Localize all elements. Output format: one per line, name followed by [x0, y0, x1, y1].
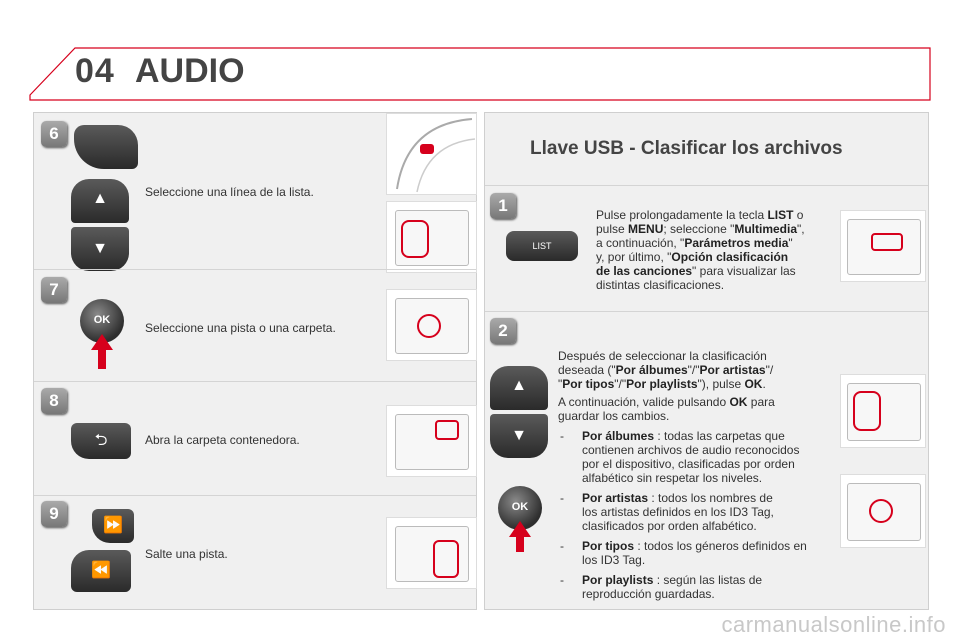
step-8-badge: 8 [41, 388, 67, 414]
list-button-label: LIST [532, 241, 552, 251]
usb-step-2-badge: 2 [490, 318, 516, 344]
press-arrow-icon [91, 334, 113, 350]
press-arrow-stem [516, 536, 524, 552]
usb-section-title: Llave USB - Clasificar los archivos [530, 138, 843, 159]
steering-wheel-icon [387, 114, 476, 194]
row-divider [485, 185, 928, 186]
step-6-badge: 6 [41, 121, 67, 147]
controls-thumbnail-scroll [840, 374, 926, 448]
list-thumbnail [840, 210, 926, 282]
list-item: - Por álbumes : todas las carpetas que contienen archivos de audio reconocidos por el dispositivo, clasificadas por orden alfabético sin respetar los niveles. [560, 429, 800, 485]
scroll-down-icon: ▼ [490, 414, 548, 458]
list-button-icon [506, 231, 578, 261]
back-button-icon: ⮌ [71, 423, 131, 459]
list-item: - Por playlists : según las listas de reproducción guardadas. [560, 573, 763, 601]
list-item: - Por tipos : todos los géneros definidos en los ID3 Tag. [560, 539, 807, 567]
row-divider [34, 495, 476, 496]
previous-track-icon: ⏪ [71, 550, 131, 592]
chapter-title: AUDIO [135, 52, 245, 90]
usb-step-1-text: Pulse prolongadamente la tecla LIST o pulse MENU; seleccione "Multimedia", a continuación, "Parámetros media" y, por último, "Opción clasificación de las canciones" para visualizar las distintas clasificaciones. [596, 208, 805, 292]
step-9-badge: 9 [41, 501, 67, 527]
step-7-text: Seleccione una pista o una carpeta. [145, 321, 336, 335]
next-track-icon: ⏩ [92, 509, 134, 543]
controls-thumbnail-9 [386, 517, 477, 589]
chapter-number: 04 [75, 52, 115, 90]
step-9-text: Salte una pista. [145, 547, 228, 561]
controls-thumbnail-ok [840, 474, 926, 548]
ok-knob-label: OK [511, 501, 529, 513]
scroll-down-icon: ▼ [71, 227, 129, 271]
controls-thumbnail-6 [386, 201, 477, 273]
press-arrow-stem [98, 349, 106, 369]
steering-button-icon [74, 125, 138, 169]
usb-step-2-text: Después de seleccionar la clasificación deseada ("Por álbumes"/"Por artistas"/ "Por tipos"/"Por playlists"), pulse OK. A continuación, valide pulsando OK para guardar los cambios. - Por álbumes : todas las carpetas que contienen archivos de audio reconocidos por el dispositivo, clasificadas por orden alfabético sin respetar los niveles. - Por artistas : todos los nombres de los artistas definidos en los ID3 Tag, clasificados por orden alfabético. - Por tipos : todos los géneros definidos en los ID3 Tag. - Por playlists : según las listas de reproducción guardadas. [558, 349, 830, 601]
step-7-badge: 7 [41, 277, 67, 303]
left-steps-panel [33, 112, 477, 610]
scroll-up-icon: ▲ [71, 179, 129, 223]
ok-knob-label: OK [93, 314, 111, 326]
controls-thumbnail-7 [386, 289, 477, 361]
row-divider [485, 311, 928, 312]
list-item: - Por artistas : todos los nombres de los artistas definidos en los ID3 Tag, clasificados por orden alfabético. [560, 491, 774, 533]
step-6-text: Seleccione una línea de la lista. [145, 185, 314, 199]
scroll-up-icon: ▲ [490, 366, 548, 410]
row-divider [34, 269, 476, 270]
steering-wheel-thumbnail [386, 113, 477, 195]
press-arrow-icon [509, 521, 531, 537]
step-8-text: Abra la carpeta contenedora. [145, 433, 300, 447]
row-divider [34, 381, 476, 382]
controls-thumbnail-8 [386, 405, 477, 477]
watermark: carmanualsonline.info [721, 612, 946, 637]
usb-step-1-badge: 1 [490, 193, 516, 219]
